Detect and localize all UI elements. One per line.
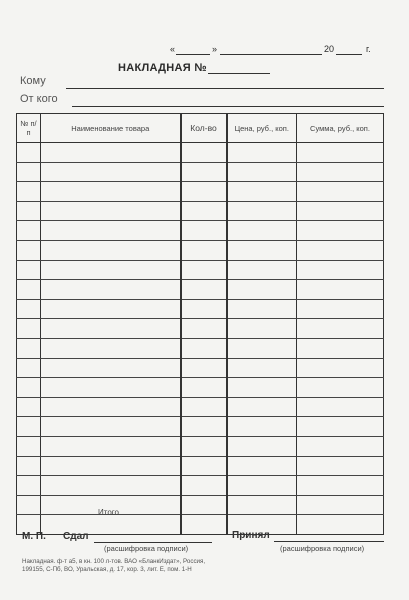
- cell-sum[interactable]: [297, 221, 384, 241]
- date-year-suffix: г.: [366, 44, 371, 54]
- table-row: [17, 358, 384, 378]
- cell-sum[interactable]: [297, 515, 384, 535]
- table-row: [17, 143, 384, 163]
- cell-sum[interactable]: [297, 201, 384, 221]
- cell-num[interactable]: [17, 280, 41, 300]
- cell-name[interactable]: [41, 515, 181, 535]
- table-row: [17, 476, 384, 496]
- accepted-decode-hint: (расшифровка подписи): [280, 544, 365, 553]
- cell-num[interactable]: [17, 162, 41, 182]
- cell-qty[interactable]: [181, 495, 227, 515]
- cell-qty[interactable]: [181, 338, 227, 358]
- cell-sum[interactable]: [297, 378, 384, 398]
- cell-qty[interactable]: [181, 280, 227, 300]
- cell-name[interactable]: [41, 358, 181, 378]
- date-quote-close: »: [212, 44, 218, 54]
- cell-price[interactable]: [227, 280, 297, 300]
- cell-qty[interactable]: [181, 515, 227, 535]
- column-header-name: Наименование товара: [41, 114, 181, 143]
- cell-sum[interactable]: [297, 358, 384, 378]
- cell-sum[interactable]: [297, 319, 384, 339]
- table-row: [17, 162, 384, 182]
- cell-price[interactable]: [227, 143, 297, 163]
- table-row: [17, 299, 384, 319]
- cell-num[interactable]: [17, 240, 41, 260]
- cell-name[interactable]: [41, 280, 181, 300]
- from-label: От кого: [20, 93, 58, 105]
- table-row: [17, 319, 384, 339]
- goods-table: [16, 113, 384, 535]
- table-row: [17, 495, 384, 515]
- cell-name[interactable]: [41, 221, 181, 241]
- cell-price[interactable]: [227, 240, 297, 260]
- table-row: [17, 397, 384, 417]
- cell-sum[interactable]: [297, 280, 384, 300]
- cell-qty[interactable]: [181, 201, 227, 221]
- cell-qty[interactable]: [181, 162, 227, 182]
- table-row: [17, 456, 384, 476]
- cell-name[interactable]: [41, 299, 181, 319]
- handed-label: Сдал: [63, 531, 89, 542]
- cell-name[interactable]: [41, 240, 181, 260]
- table-row: [17, 338, 384, 358]
- cell-num[interactable]: [17, 358, 41, 378]
- cell-num[interactable]: [17, 397, 41, 417]
- cell-sum[interactable]: [297, 299, 384, 319]
- handed-decode-hint: (расшифровка подписи): [104, 544, 189, 553]
- table-row: [17, 221, 384, 241]
- cell-qty[interactable]: [181, 143, 227, 163]
- cell-num[interactable]: [17, 260, 41, 280]
- cell-price[interactable]: [227, 378, 297, 398]
- accepted-label: Принял: [232, 530, 270, 541]
- cell-sum[interactable]: [297, 436, 384, 456]
- handed-signature-line[interactable]: [94, 542, 212, 543]
- cell-num[interactable]: [17, 221, 41, 241]
- cell-num[interactable]: [17, 182, 41, 202]
- cell-qty[interactable]: [181, 221, 227, 241]
- cell-qty[interactable]: [181, 397, 227, 417]
- date-year-line[interactable]: [336, 54, 362, 55]
- table-row: [17, 280, 384, 300]
- date-year-prefix: 20: [324, 44, 335, 54]
- cell-sum[interactable]: [297, 397, 384, 417]
- cell-num[interactable]: [17, 456, 41, 476]
- cell-num[interactable]: [17, 436, 41, 456]
- goods-table-body: [17, 143, 384, 535]
- cell-num[interactable]: [17, 378, 41, 398]
- total-dots: . .: [148, 508, 155, 517]
- document-number-line[interactable]: [208, 73, 270, 74]
- cell-price[interactable]: [227, 436, 297, 456]
- cell-sum[interactable]: [297, 260, 384, 280]
- accepted-signature-line[interactable]: [274, 541, 384, 542]
- cell-qty[interactable]: [181, 260, 227, 280]
- column-header-qty: Кол-во: [181, 114, 227, 143]
- cell-price[interactable]: [227, 397, 297, 417]
- cell-qty[interactable]: [181, 456, 227, 476]
- cell-name[interactable]: [41, 436, 181, 456]
- cell-name[interactable]: [41, 319, 181, 339]
- date-month-line[interactable]: [220, 54, 322, 55]
- cell-price[interactable]: [227, 221, 297, 241]
- cell-name[interactable]: [41, 397, 181, 417]
- column-header-sum: Сумма, руб., коп.: [297, 114, 384, 143]
- cell-sum[interactable]: [297, 456, 384, 476]
- table-row: [17, 201, 384, 221]
- table-row: [17, 240, 384, 260]
- cell-sum[interactable]: [297, 143, 384, 163]
- cell-num[interactable]: [17, 319, 41, 339]
- to-field-line[interactable]: [66, 88, 384, 89]
- cell-name[interactable]: [41, 182, 181, 202]
- cell-sum[interactable]: [297, 476, 384, 496]
- cell-num[interactable]: [17, 201, 41, 221]
- cell-qty[interactable]: [181, 240, 227, 260]
- cell-qty[interactable]: [181, 436, 227, 456]
- cell-price[interactable]: [227, 417, 297, 437]
- cell-sum[interactable]: [297, 182, 384, 202]
- table-row: [17, 417, 384, 437]
- cell-qty[interactable]: [181, 299, 227, 319]
- total-label: Итого: [98, 508, 119, 517]
- cell-price[interactable]: [227, 182, 297, 202]
- table-row: [17, 436, 384, 456]
- cell-price[interactable]: [227, 456, 297, 476]
- cell-sum[interactable]: [297, 495, 384, 515]
- date-quote-open: «: [170, 44, 176, 54]
- cell-price[interactable]: [227, 358, 297, 378]
- cell-num[interactable]: [17, 417, 41, 437]
- cell-name[interactable]: [41, 201, 181, 221]
- cell-qty[interactable]: [181, 476, 227, 496]
- cell-qty[interactable]: [181, 378, 227, 398]
- cell-num[interactable]: [17, 476, 41, 496]
- table-row: [17, 182, 384, 202]
- cell-name[interactable]: [41, 260, 181, 280]
- date-row: [170, 44, 175, 54]
- cell-qty[interactable]: [181, 417, 227, 437]
- cell-qty[interactable]: [181, 182, 227, 202]
- cell-price[interactable]: [227, 338, 297, 358]
- cell-qty[interactable]: [181, 319, 227, 339]
- column-header-num: № п/п: [17, 114, 41, 143]
- cell-num[interactable]: [17, 143, 41, 163]
- date-day-line[interactable]: [176, 54, 210, 55]
- cell-sum[interactable]: [297, 417, 384, 437]
- imprint-line-2: 199155, С-Пб, ВО, Уральская, д. 17, кор. 3, лит. Е, пом. 1-Н: [22, 566, 192, 573]
- to-label: Кому: [20, 75, 46, 87]
- cell-num[interactable]: [17, 299, 41, 319]
- cell-sum[interactable]: [297, 240, 384, 260]
- cell-price[interactable]: [227, 299, 297, 319]
- cell-sum[interactable]: [297, 338, 384, 358]
- cell-name[interactable]: [41, 417, 181, 437]
- table-row: [17, 260, 384, 280]
- cell-num[interactable]: [17, 338, 41, 358]
- cell-num[interactable]: [17, 495, 41, 515]
- imprint-line-1: Накладная. ф-т а5, в кн. 100 л-тов. ВАО «БланкИздат», Россия,: [22, 558, 206, 565]
- cell-sum[interactable]: [297, 162, 384, 182]
- column-header-price: Цена, руб., коп.: [227, 114, 297, 143]
- cell-price[interactable]: [227, 260, 297, 280]
- from-field-line[interactable]: [72, 106, 384, 107]
- table-header-row: [17, 114, 384, 143]
- cell-price[interactable]: [227, 476, 297, 496]
- cell-price[interactable]: [227, 162, 297, 182]
- stamp-label: М. П.: [22, 531, 46, 542]
- cell-price[interactable]: [227, 319, 297, 339]
- cell-qty[interactable]: [181, 358, 227, 378]
- cell-name[interactable]: [41, 143, 181, 163]
- cell-price[interactable]: [227, 495, 297, 515]
- cell-name[interactable]: [41, 378, 181, 398]
- cell-name[interactable]: [41, 162, 181, 182]
- cell-name[interactable]: [41, 476, 181, 496]
- table-row: [17, 378, 384, 398]
- cell-name[interactable]: [41, 456, 181, 476]
- cell-price[interactable]: [227, 201, 297, 221]
- document-title: НАКЛАДНАЯ №: [118, 62, 207, 74]
- cell-name[interactable]: [41, 338, 181, 358]
